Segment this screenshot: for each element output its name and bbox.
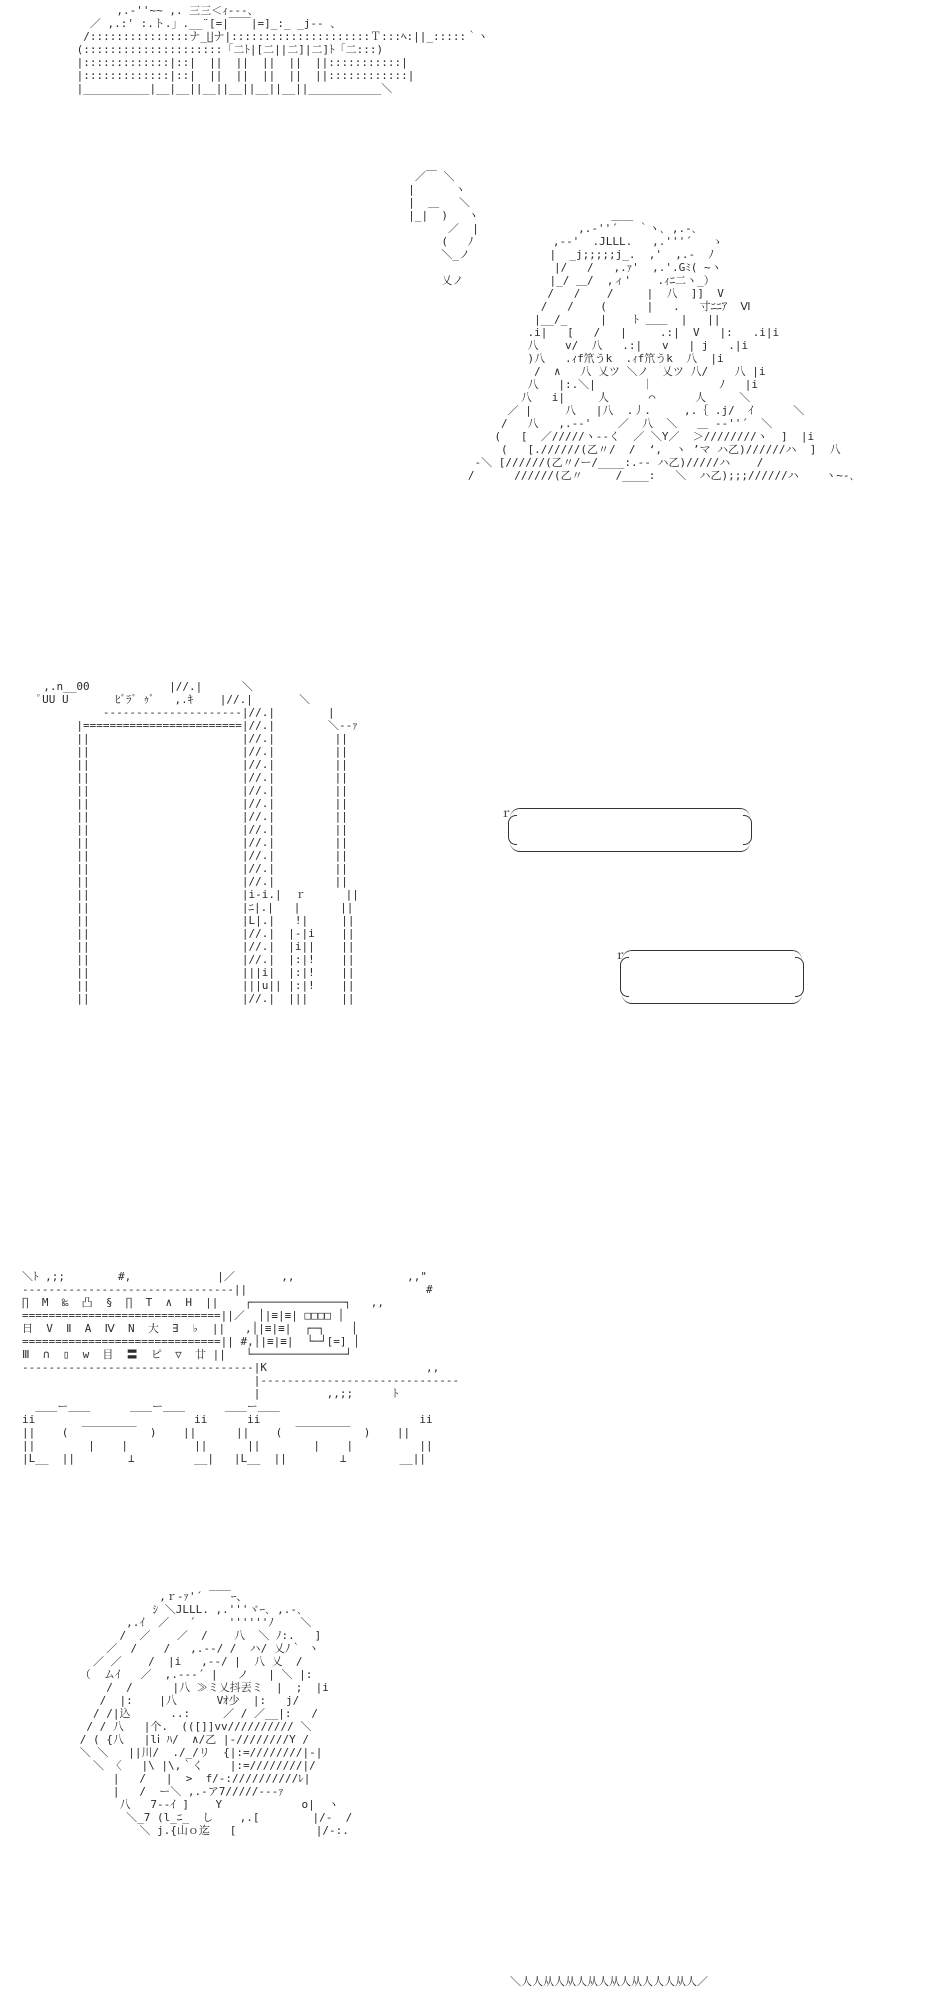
speech-bubble-1-tail: ｒ [500, 806, 513, 820]
ascii-art-classroom: ＼ﾄ ,;; #, |／ ,, ,," --------------------------------|| # ∏ M ‰ 凸 § ∏ T ∧ H || ┌──────────────┐ ,, ==============================||／ │|≡|≡| □□□□ │ 日 V Ⅱ A Ⅳ N 大 ∃ ♭ || ,│|≡|≡| ┌─┐ │ ==============================|| #,│|≡|≡| └─┘[=] │ Ⅲ ∩ ▯ w 目 〓 ピ ▽ 廿 || └──────────────┘ -----------------------------------|K ,, |------------------------------ | ,,;; ﾄ ＿＿ー＿＿ ＿＿ー＿＿ ＿＿ー＿＿ ii ii ii ii || ( ￣￣￣￣￣ ) || || ( ￣￣￣￣￣ ) || || | | || || | | || |L__ || ⊥ __| |L__ || ⊥ __|| [22, 1270, 460, 1465]
ascii-art-door-scene: ,.n__00 |//.| ＼ ﾟUU U ﾋﾞﾗﾞ ｩﾞ ,.ｷ |//.| ＼ ---------------------|//.| | |========================|//.| ＼--ｧ || |//.| || || |//.| || || |//.| || || |//.| || || |//.| || || |//.| || || |//.| || || |//.| || || |//.| || || |//.| || || |//.| || || |//.| || || |i-i.| ｒ || || |ﾆ|.| | || || |L|.| !| || || |//.| |-|i || || |//.| |i|| || || |//.| |:|! || || |||i| |:|! || || |||u|| |:|! || || |//.| ||| || [36, 680, 359, 1005]
speech-bubble-2-tail: ｒ [614, 948, 627, 962]
speech-bubble-1 [510, 808, 750, 852]
ascii-art-character-2: ,ｒ‐ｧ'´ ￣￣ｰ、 ｼ ＼JLLL. ,.'''ヾｰ､ ,.-､ ,.ｲ ／ ´ ''''''ﾉ ＼ / ／ ／ / 八 ＼ ﾉ:. ] ／ / / ,.--/ / ハ/ 乂ﾉ｀ ヽ ／ ／ / |i ,-‐/ | 八 乂 / （ ムｲ ／ ,.--‐´ | ノ | ＼ |: / / |八 ≫ミ乂抖丟ミ | ; |i / |: |八 Vｵ少 |: j/ / /|込 ..: ／ / ／__|: / / / 八 |个. (([]]vv////////// ＼ / ( {八 |lⅰ ﾊ/ ∧/乙 |-////////Y / ＼ ＼ ||川/ ./_/リ {|:=////////|-| ＼ 〈 |\ |\,｀く |:=////////|/ | / | > f/-://////////ﾚ| | / ー＼ ,.-ア7/////---ｧ 八 7--ｲ ] Y o| ヽ ＼_7 (l_ﾆ_ し ,.[ |/- / ＼ j.{山ｏ迄 [ |/-:. [79, 1590, 353, 1837]
ascii-art-sound-effect: ＼人人从人从人从人从人从人人人从人／ [510, 1975, 708, 1988]
speech-bubble-2 [622, 950, 802, 1004]
ascii-art-character-1: ／￣ ＼ | ヽ | ＿ ＼ |_| ) ヽ ＿＿ ／ | ,.-''´ ｀ヽ､ ,.-､ ( ﾉ ,-‐' .JLLL. ,.'''´ ゝ ＼_ノ | _j;;;;;j_. ,' ,.- ﾉ |/ / ,.ｧ' ,.'.Gﾐ( ~ヽ 乂ノ |_/ ＿/ ,ィ' .ｨﾆ二ヽ_） / / / | 八 ]] V / / ( | . 寸ﾆﾆｱ Ⅵ |__/_ | ﾄ ＿＿ | || .i| [ / | .:| V |: .i|i 八 v/ 八 .:| v | j .|i )八 .ｨf笊うk .ｨf笊うk 八 |i / ∧ 八 乂ツ ＼ノ 乂ツ 八/ 八 |i 八 |:.＼| ｜ ﾉ |i 八 i| 人 ⌒ 人 ＼ ／ | 八 |八 .丿. ,.｛ .j/ ｲ ＼ / 八 ,.--' ／ 八 ＼ ＿ --''´ ＼ ( [ ／/////ヽ--く ／ ＼Y／ ＞////////ヽ ] |i ( [.//////(乙〃/ / ‘, ヽ ’マ ハ乙)//////ハ ] 八 -＼ [//////(乙〃/ー/____:.-‐ ハ乙)/////ハ / / //////(乙〃 /____: ＼ ハ乙);;;//////ハ ヽ~-､ [408, 170, 855, 482]
ascii-art-building: ,.-''~~ ,. 三三＜ｨ-‐-、 ／ ,.:' :.ト.」.__¨[=|￣￣|=]_:_ _j‐- 、 /:::::::::::::::ナ_∐ナ|:::::::::::::::::::::Ｔ:::ﾍ:||_:::::｀ヽ (:::::::::::::::::::::「二ﾄ|[二||二]|二]ﾄ「二:::) |:::::::::::::|::| || || || || ||:::::::::::| |:::::::::::::|::| || || || || ||::::::::::::| |__________|__|__||__||__||__||__||___________＼ [76, 4, 489, 95]
